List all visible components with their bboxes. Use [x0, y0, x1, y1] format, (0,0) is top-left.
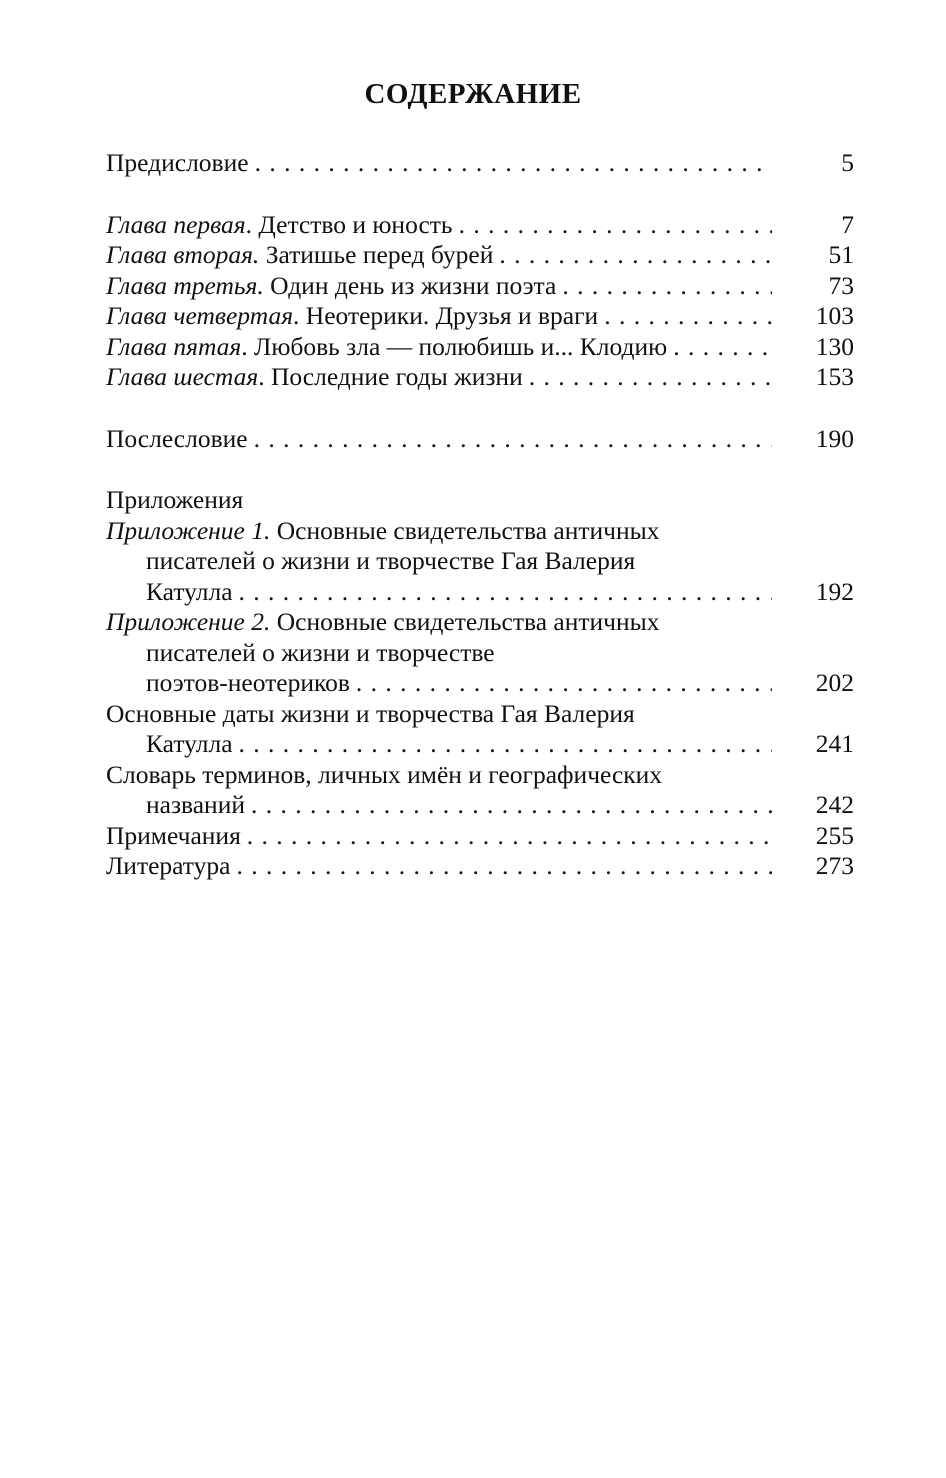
toc-entry-chapter-2[interactable]	[106, 240, 854, 271]
page-number: 202	[815, 668, 854, 697]
toc-entry-chapter-6[interactable]	[106, 362, 854, 393]
chapter-title: . Любовь зла — полюбишь и... Клодию	[241, 331, 668, 361]
entry-text-line: Словарь терминов, личных имён и географических	[106, 759, 663, 789]
appendix-label: Приложение 2.	[106, 607, 271, 636]
dot-leader	[459, 210, 772, 241]
dot-leader	[356, 668, 772, 699]
chapter-label: Глава четвертая	[106, 301, 294, 330]
page-number: 5	[841, 148, 854, 177]
dot-leader	[499, 240, 772, 271]
page-number: 190	[815, 423, 854, 453]
section-heading: Приложения	[106, 485, 244, 514]
chapter-label: Глава вторая.	[106, 240, 260, 269]
appendix-label: Приложение 1.	[106, 515, 271, 545]
entry-text: Послесловие	[106, 423, 248, 453]
page-title: СОДЕРЖАНИЕ	[364, 78, 582, 110]
appendices-heading	[106, 485, 854, 516]
entry-text-line: писателей о жизни и творчестве Гая Валерия	[146, 546, 636, 575]
chapter-label: Глава пятая	[106, 331, 242, 361]
chapter-title: Один день из жизни поэта	[263, 270, 557, 300]
chapter-title: . Детство и юность	[245, 209, 453, 239]
toc-entry-preface[interactable]	[106, 148, 854, 179]
chapter-label: Глава третья.	[106, 270, 264, 300]
dot-leader	[239, 729, 772, 760]
chapter-label: Глава шестая	[106, 362, 259, 391]
entry-text-line: Катулла	[146, 729, 233, 758]
dot-leader	[254, 424, 772, 455]
entry-text-line: Основные свидетельства античных	[270, 515, 660, 545]
dot-leader	[247, 821, 772, 852]
toc-entry-chapter-1[interactable]	[106, 210, 854, 241]
dot-leader	[562, 271, 772, 302]
entry-text-line: Основные даты жизни и творчества Гая Валерия	[106, 698, 635, 728]
toc-entry-appendix-1[interactable]	[106, 516, 854, 608]
entry-text: Примечания	[106, 820, 241, 850]
dot-leader	[604, 301, 772, 332]
page-number: 130	[815, 331, 854, 361]
entry-text-line: Катулла	[146, 576, 233, 606]
page-number: 242	[815, 790, 854, 819]
page-number: 153	[815, 362, 854, 391]
page-number: 7	[841, 209, 854, 239]
entry-text: Предисловие	[106, 148, 249, 177]
entry-text: Литература	[106, 851, 231, 880]
toc-entry-chapter-4[interactable]	[106, 301, 854, 332]
toc-entry-literature[interactable]	[106, 851, 854, 882]
entry-text-line: Основные свидетельства античных	[270, 607, 660, 636]
dot-leader	[236, 851, 772, 882]
page-number: 255	[815, 820, 854, 850]
toc-entry-glossary[interactable]	[106, 760, 854, 821]
toc-entry-chapter-3[interactable]	[106, 271, 854, 302]
chapter-title: Затишье перед бурей	[259, 240, 494, 269]
chapter-title: . Последние годы жизни	[258, 362, 523, 391]
page-number: 192	[815, 576, 854, 606]
toc-entry-chapter-5[interactable]	[106, 332, 854, 363]
page-number: 241	[815, 729, 854, 758]
chapter-label: Глава первая	[106, 209, 246, 239]
toc-entry-dates[interactable]	[106, 699, 854, 760]
dot-leader	[673, 332, 772, 363]
entry-text-line: писателей о жизни и творчестве	[146, 637, 495, 667]
page-number: 103	[815, 301, 854, 330]
dot-leader	[529, 362, 772, 393]
toc-entry-appendix-2[interactable]	[106, 607, 854, 699]
toc-entry-afterword[interactable]	[106, 424, 854, 455]
entry-text-line: поэтов-неотериков	[146, 668, 350, 697]
entry-text-line: названий	[146, 790, 245, 819]
page-number: 51	[828, 240, 854, 269]
page-number: 273	[815, 851, 854, 880]
toc-entry-notes[interactable]	[106, 821, 854, 852]
chapter-title: . Неотерики. Друзья и враги	[293, 301, 599, 330]
dot-leader	[255, 148, 772, 179]
table-of-contents	[106, 148, 854, 882]
dot-leader	[239, 577, 772, 608]
page-number: 73	[828, 270, 854, 300]
dot-leader	[251, 790, 772, 821]
